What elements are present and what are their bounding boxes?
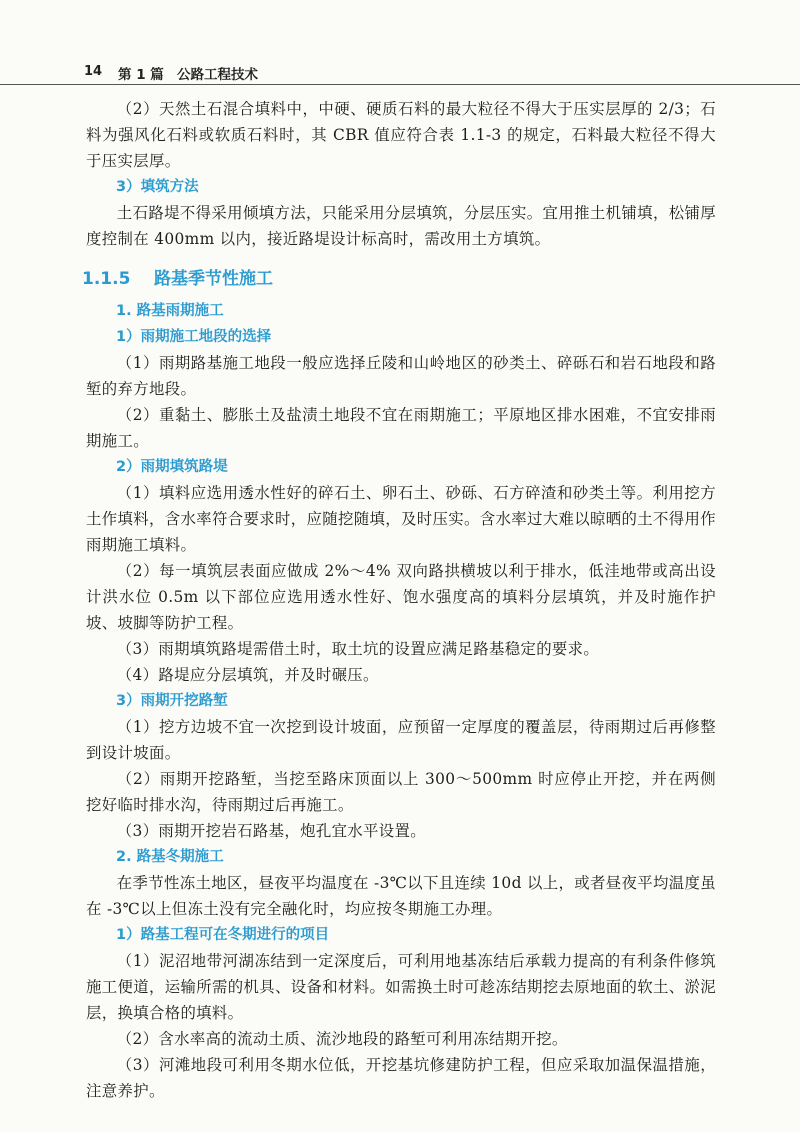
paragraph: （3）雨期填筑路堤需借土时，取土坑的设置应满足路基稳定的要求。 — [116, 640, 600, 658]
subsection-heading: 2. 路基冬期施工 — [116, 849, 224, 865]
paragraph: 在季节性冻土地区，昼夜平均温度在 -3℃以下且连续 10d 以上，或者昼夜平均温度虽在 -3℃以上但冻土没有完全融化时，均应按冬期施工办理。 — [86, 874, 716, 918]
paragraph: （2）每一填筑层表面应做成 2%～4% 双向路拱横坡以利于排水，低洼地带或高出设计洪水位 0.5m 以下部位应选用透水性好、饱水强度高的填料分层填筑，并及时施作护坡、坡脚等防护工程。 — [86, 562, 716, 632]
paragraph: （3）雨期开挖岩石路基，炮孔宜水平设置。 — [116, 822, 427, 840]
section-number: 1.1.5 — [82, 269, 131, 289]
subsection-heading: 3）雨期开挖路堑 — [116, 693, 228, 709]
page-body — [82, 96, 716, 1104]
paragraph: （2）雨期开挖路堑，当挖至路床顶面以上 300～500mm 时应停止开挖，并在两侧挖好临时排水沟，待雨期过后再施工。 — [86, 770, 716, 814]
paragraph: （2）含水率高的流动土质、流沙地段的路堑可利用冻结期开挖。 — [116, 1030, 568, 1048]
page-header — [0, 58, 800, 85]
paragraph: （1）雨期路基施工地段一般应选择丘陵和山岭地区的砂类土、碎砾石和岩石地段和路堑的弃方地段。 — [86, 354, 716, 398]
subsection-heading: 2）雨期填筑路堤 — [116, 459, 228, 475]
subsection-heading: 1）雨期施工地段的选择 — [116, 329, 272, 345]
subsection-heading: 3）填筑方法 — [116, 179, 199, 195]
paragraph: （1）填料应选用透水性好的碎石土、卵石土、砂砾、石方碎渣和砂类土等。利用挖方土作填料，含水率符合要求时，应随挖随填，及时压实。含水率过大难以晾晒的土不得用作雨期施工填料。 — [86, 484, 716, 554]
paragraph: （1）泥沼地带河湖冻结到一定深度后，可利用地基冻结后承载力提高的有利条件修筑施工便道，运输所需的机具、设备和材料。如需换土时可趁冻结期挖去原地面的软土、淤泥层，换填合格的填料。 — [86, 952, 716, 1022]
page-number: 14 — [84, 64, 103, 79]
paragraph: （1）挖方边坡不宜一次挖到设计坡面，应预留一定厚度的覆盖层，待雨期过后再修整到设计坡面。 — [86, 718, 716, 762]
section-title: 路基季节性施工 — [154, 269, 273, 289]
paragraph: （2）重黏土、膨胀土及盐渍土地段不宜在雨期施工；平原地区排水困难，不宜安排雨期施工。 — [86, 406, 716, 450]
paragraph: （3）河滩地段可利用冬期水位低，开挖基坑修建防护工程，但应采取加温保温措施，注意养护。 — [86, 1056, 716, 1100]
subsection-heading: 1. 路基雨期施工 — [116, 303, 224, 319]
paragraph: 土石路堤不得采用倾填方法，只能采用分层填筑，分层压实。宜用推土机铺填，松铺厚度控制在 400mm 以内，接近路堤设计标高时，需改用土方填筑。 — [86, 204, 716, 248]
paragraph: （4）路堤应分层填筑，并及时碾压。 — [116, 666, 379, 684]
part-label: 第 1 篇 — [118, 67, 164, 83]
paragraph: （2）天然土石混合填料中，中硬、硬质石料的最大粒径不得大于压实层厚的 2/3；石料为强风化石料或软质石料时，其 CBR 值应符合表 1.1-3 的规定，石料最大粒径不得大于压实层厚。 — [86, 100, 716, 170]
subsection-heading: 1）路基工程可在冬期进行的项目 — [116, 927, 330, 943]
section-heading — [82, 264, 716, 294]
chapter-title: 公路工程技术 — [177, 67, 258, 83]
